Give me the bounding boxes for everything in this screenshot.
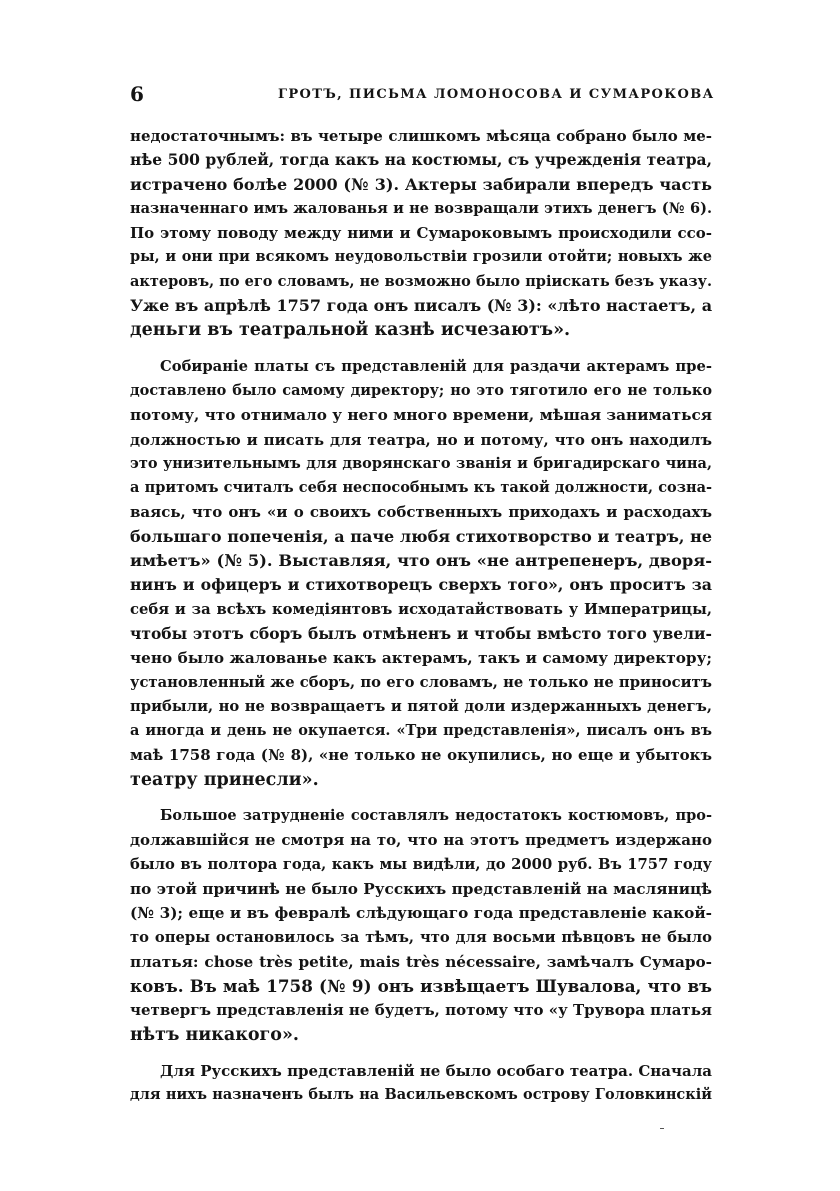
text-line: недостаточнымъ: въ четыре слишкомъ мѣсяца собрано было ме- (130, 127, 712, 145)
text-line: театру принесли». (130, 769, 319, 790)
text-line: было въ полтора года, какъ мы видѣли, до 2000 руб. Въ 1757 году (130, 855, 712, 873)
text-line: нѣе 500 рублей, тогда какъ на костюмы, съ учрежденія театра, (130, 150, 712, 170)
text-line: нѣтъ никакого». (130, 1024, 299, 1045)
text-line: Для Русскихъ представленій не было особаго театра. Сначала (160, 1061, 712, 1080)
text-line: истрачено болѣе 2000 (№ 3). Актеры забирали впередъ часть (130, 174, 712, 194)
text-line: ваясь, что онъ «и о своихъ собственныхъ приходахъ и расходахъ (130, 503, 712, 522)
text-line: а иногда и день не окупается. «Три представленія», писалъ онъ въ (130, 722, 712, 740)
text-line: для нихъ назначенъ былъ на Васильевскомъ острову Головкинскій (130, 1086, 712, 1104)
paragraph (130, 124, 712, 343)
text-line: четвергъ представленія не будетъ, потому что «у Трувора платья (130, 1001, 712, 1020)
paragraph (130, 1059, 712, 1108)
text-line: установленный же сборъ, по его словамъ, не только не приноситъ (130, 673, 712, 691)
paragraph (130, 804, 712, 1047)
text-line: По этому поводу между ними и Сумароковымъ происходили ссо- (130, 224, 712, 243)
text-line: ковъ. Въ маѣ 1758 (№ 9) онъ извѣщаетъ Шувалова, что въ (130, 976, 712, 997)
text-line: чтобы этотъ сборъ былъ отмѣненъ и чтобы вмѣсто того увели- (130, 623, 712, 643)
text-line: Собираніе платы съ представленій для раздачи актерамъ пре- (160, 357, 712, 375)
text-line: имѣетъ» (№ 5). Выставляя, что онъ «не антрепенеръ, дворя- (130, 551, 712, 571)
text-line: маѣ 1758 года (№ 8), «не только не окупились, но еще и убытокъ (130, 746, 712, 765)
text-line: должавшійся не смотря на то, что на этотъ предметъ издержано (130, 831, 712, 850)
text-line: по этой причинѣ не было Русскихъ представленій на масляницѣ (130, 879, 712, 898)
page-number: 6 (130, 82, 144, 106)
text-line: Уже въ апрѣлѣ 1757 года онъ писалъ (№ 3): «лѣто настаетъ, а (130, 296, 713, 316)
page-header (130, 82, 715, 110)
text-line: то оперы остановилось за тѣмъ, что для восьми пѣвцовъ не было (130, 928, 712, 946)
text-line: Большое затрудненіе составлялъ недостатокъ костюмовъ, про- (160, 807, 712, 825)
text-line: актеровъ, по его словамъ, не возможно было пріискать безъ указу. (130, 272, 712, 290)
text-line: большаго попеченія, а паче любя стихотворство и театръ, не (130, 526, 712, 546)
text-line: платья: chose très petite, mais très nécessaire, замѣчалъ Сумаро- (130, 952, 712, 971)
text-line: (№ 3); еще и въ февралѣ слѣдующаго года представленіе какой- (130, 904, 712, 923)
text-line: нинъ и офицеръ и стихотворецъ сверхъ того», онъ проситъ за (130, 575, 712, 595)
print-mark (660, 1128, 664, 1129)
text-line: деньги въ театральной казнѣ исчезаютъ». (130, 320, 571, 341)
text-line: ры, и они при всякомъ неудовольствіи грозили отойти; новыхъ же (130, 248, 712, 266)
running-title: ГРОТЪ, ПИСЬМА ЛОМОНОСОВА И СУМАРОКОВА (278, 87, 715, 102)
text-line: назначеннаго имъ жалованья и не возвращали этихъ денегъ (№ 6). (130, 199, 712, 217)
text-line: прибыли, но не возвращаетъ и пятой доли издержанныхъ денегъ, (130, 697, 712, 715)
text-line: потому, что отнимало у него много времени, мѣшая заниматься (130, 406, 712, 425)
text-line: должностью и писать для театра, но и потому, что онъ находилъ (130, 430, 712, 449)
text-line: а притомъ считалъ себя неспособнымъ къ такой должности, созна- (130, 479, 712, 497)
text-line: чено было жалованье какъ актерамъ, такъ и самому директору; (130, 649, 712, 668)
text-line: себя и за всѣхъ комедіянтовъ исходатайствовать у Императрицы, (130, 600, 712, 618)
page-body (130, 124, 712, 1108)
text-line: доставлено было самому директору; но это тяготило его не только (130, 381, 712, 399)
text-line: это унизительнымъ для дворянскаго званія и бригадирскаго чина, (130, 454, 712, 472)
paragraph (130, 355, 712, 792)
